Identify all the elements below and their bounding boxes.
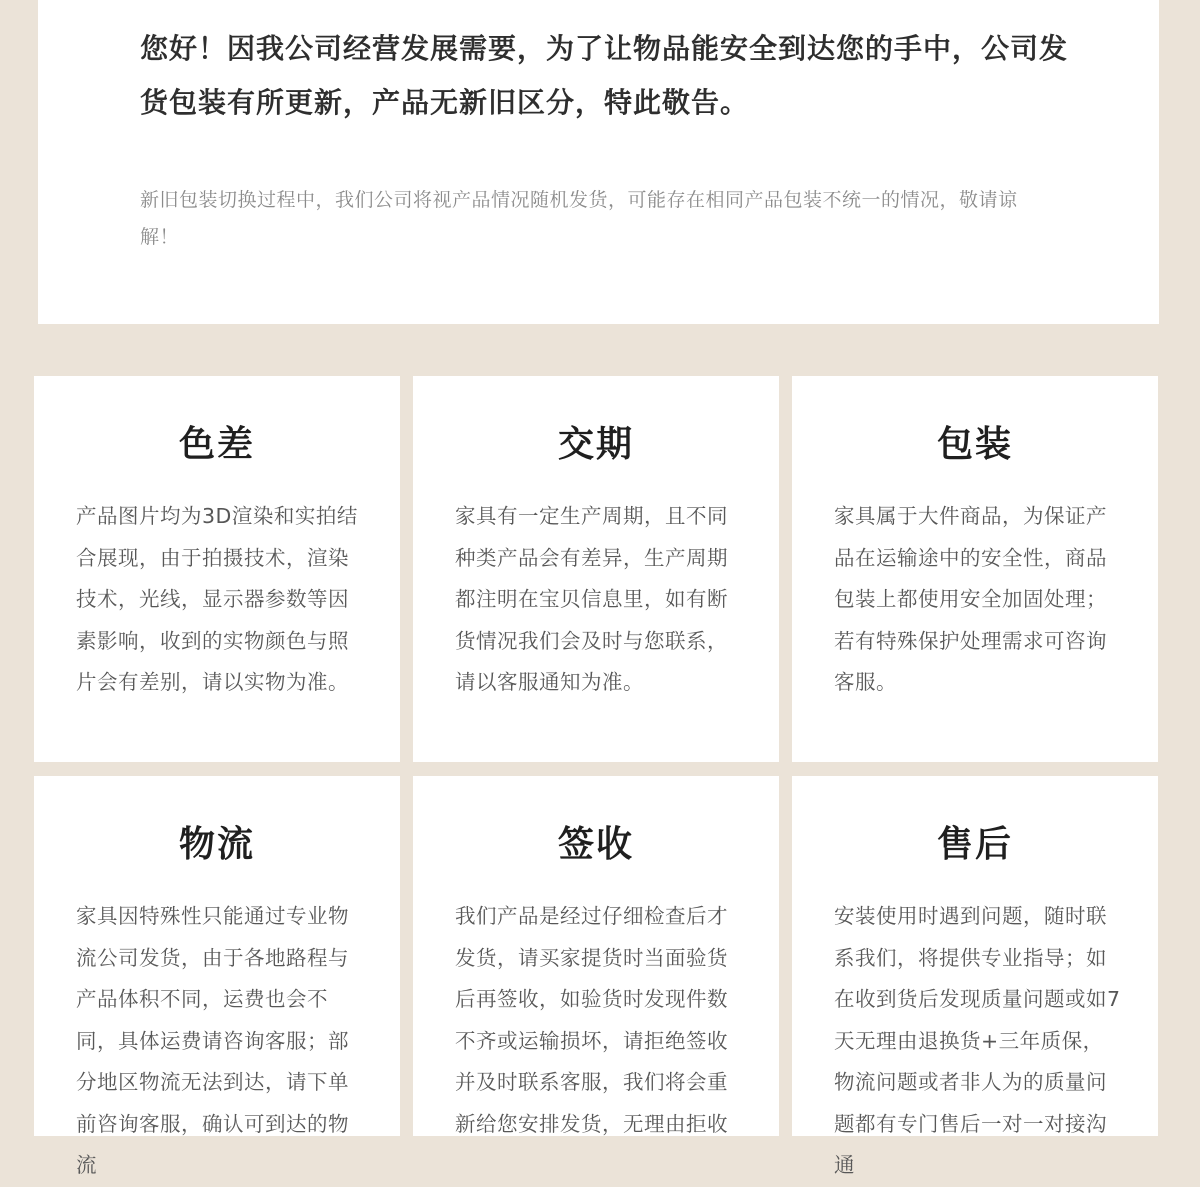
card-body: 我们产品是经过仔细检查后才发货，请买家提货时当面验货后再签收，如验货时发现件数不齐或运输损坏，请拒绝签收并及时联系客服，我们将会重新给您安排发货，无理由拒收 (455, 904, 728, 1136)
notice-main-text: 您好！因我公司经营发展需要，为了让物品能安全到达您的手中，公司发货包装有所更新，产品无新旧区分，特此敬告。 (140, 32, 1069, 119)
card-title: 售后 (936, 824, 1013, 865)
card-body: 家具属于大件商品，为保证产品在运输途中的安全性，商品包装上都使用安全加固处理；若有特殊保护处理需求可咨询客服。 (834, 504, 1107, 694)
card-packaging (792, 376, 1158, 762)
card-title: 包装 (936, 424, 1013, 465)
card-title: 物流 (178, 824, 255, 865)
card-after-sales (792, 776, 1158, 1177)
card-body: 家具因特殊性只能通过专业物流公司发货，由于各地路程与产品体积不同，运费也会不同，具体运费请咨询客服；部分地区物流无法到达，请下单前咨询客服，确认可到达的物流 (76, 904, 349, 1177)
card-title: 交期 (557, 424, 634, 465)
card-title: 签收 (557, 824, 634, 865)
notice-panel (38, 0, 1159, 324)
card-title: 色差 (178, 424, 255, 465)
card-body: 家具有一定生产周期，且不同种类产品会有差异，生产周期都注明在宝贝信息里，如有断货情况我们会及时与您联系，请以客服通知为准。 (455, 504, 728, 694)
card-delivery-time (413, 376, 779, 762)
card-body: 安装使用时遇到问题，随时联系我们，将提供专业指导；如在收到货后发现质量问题或如7天无理由退换货+三年质保，物流问题或者非人为的质量问题都有专门售后一对一对接沟通 (834, 904, 1121, 1177)
card-sign-receipt (413, 776, 779, 1136)
card-color-difference (34, 376, 400, 762)
notice-sub-text: 新旧包装切换过程中，我们公司将视产品情况随机发货，可能存在相同产品包装不统一的情况，敬请谅解！ (140, 189, 1018, 248)
card-body: 产品图片均为3D渲染和实拍结合展现，由于拍摄技术，渲染技术，光线，显示器参数等因素影响，收到的实物颜色与照片会有差别，请以实物为准。 (76, 504, 358, 694)
card-logistics (34, 776, 400, 1177)
